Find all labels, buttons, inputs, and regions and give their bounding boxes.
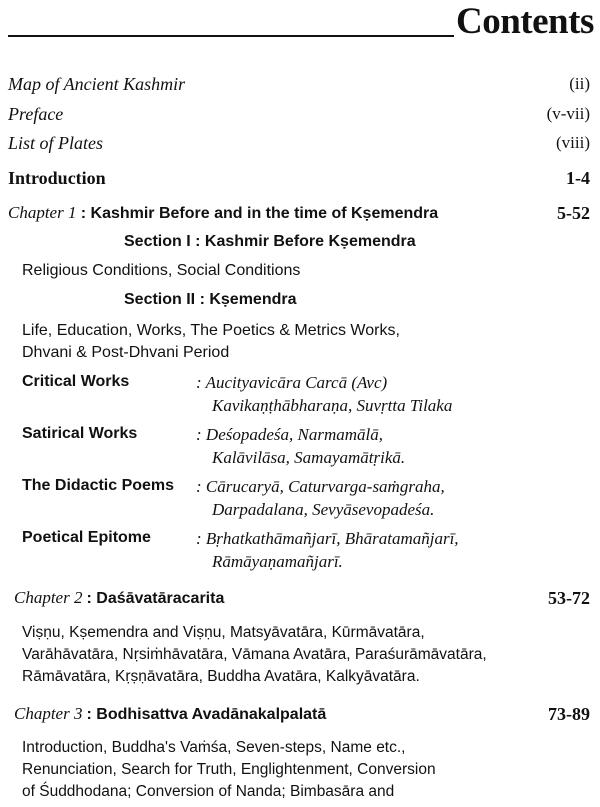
works-satirical-line2: Kalāvilāsa, Samayamātṛikā. (212, 448, 406, 467)
front-matter-label-preface: Preface (8, 104, 64, 124)
chapter3-line3: of Śuddhodana; Conversion of Nanda; Bimbasāra and (22, 783, 395, 800)
works-didactic-label: The Didactic Poems (22, 477, 175, 494)
chapter2-line2: Varāhāvatāra, Nṛsiṁhāvatāra, Vāmana Avatāra, Paraśurāmāvatāra, (22, 646, 487, 663)
works-epitome-label: Poetical Epitome (22, 529, 151, 546)
chapter3-page: 73-89 (548, 704, 590, 724)
front-matter-page-map: (ii) (569, 74, 590, 93)
chapter2-line1: Viṣṇu, Kṣemendra and Viṣṇu, Matsyāvatāra, Kūrmāvatāra, (22, 624, 425, 641)
chapter2-page: 53-72 (548, 588, 590, 608)
page-title: Contents (456, 1, 594, 42)
chapter2-title: : Daśāvatāracarita (86, 590, 225, 607)
works-satirical-line1: : Deśopadeśa, Narmamālā, (196, 425, 383, 444)
header-rule (8, 35, 454, 37)
works-satirical-label: Satirical Works (22, 425, 138, 442)
introduction-page: 1-4 (566, 168, 590, 188)
chapter1-section1-text: Religious Conditions, Social Conditions (22, 262, 301, 279)
works-didactic-line1: : Cārucaryā, Caturvarga-saṁgraha, (196, 477, 445, 496)
front-matter-page-plates: (viii) (556, 133, 590, 152)
chapter1-section2-heading: Section II : Kṣemendra (124, 291, 297, 308)
chapter3-line1: Introduction, Buddha's Vaṁśa, Seven-steps, Name etc., (22, 739, 406, 756)
chapter2-heading (14, 588, 224, 608)
chapter1-section1-heading: Section I : Kashmir Before Kṣemendra (124, 233, 416, 250)
chapter3-line2: Renunciation, Search for Truth, Englightenment, Conversion (22, 761, 436, 778)
chapter3-heading (14, 704, 326, 724)
introduction-label: Introduction (8, 168, 106, 188)
front-matter-label-map: Map of Ancient Kashmir (8, 74, 186, 94)
chapter2-prefix: Chapter 2 (14, 588, 83, 607)
chapter1-section2-line1: Life, Education, Works, The Poetics & Metrics Works, (22, 322, 400, 339)
front-matter-page-preface: (v-vii) (546, 104, 590, 123)
chapter1-section2-line2: Dhvani & Post-Dhvani Period (22, 344, 230, 361)
chapter1-page: 5-52 (557, 203, 590, 223)
works-critical-label: Critical Works (22, 373, 130, 390)
chapter3-title: : Bodhisattva Avadānakalpalatā (86, 706, 327, 723)
chapter2-line3: Rāmāvatāra, Kṛṣṇāvatāra, Buddha Avatāra, Kalkyāvatāra. (22, 668, 420, 685)
works-critical-line1: : Aucityavicāra Carcā (Avc) (196, 373, 388, 392)
works-critical-line2: Kavikaṇṭhābharaṇa, Suvṛtta Tilaka (212, 396, 453, 415)
works-epitome-line2: Rāmāyaṇamañjarī. (212, 552, 343, 571)
works-epitome-line1: : Bṛhatkathāmañjarī, Bhāratamañjarī, (196, 529, 459, 548)
chapter3-prefix: Chapter 3 (14, 704, 83, 723)
works-didactic-line2: Darpadalana, Sevyāsevopadeśa. (212, 500, 435, 519)
front-matter-label-plates: List of Plates (8, 133, 104, 153)
chapter1-prefix: Chapter 1 (8, 203, 77, 222)
chapter1-title: : Kashmir Before and in the time of Kṣemendra (80, 205, 439, 222)
chapter1-heading (8, 203, 438, 223)
